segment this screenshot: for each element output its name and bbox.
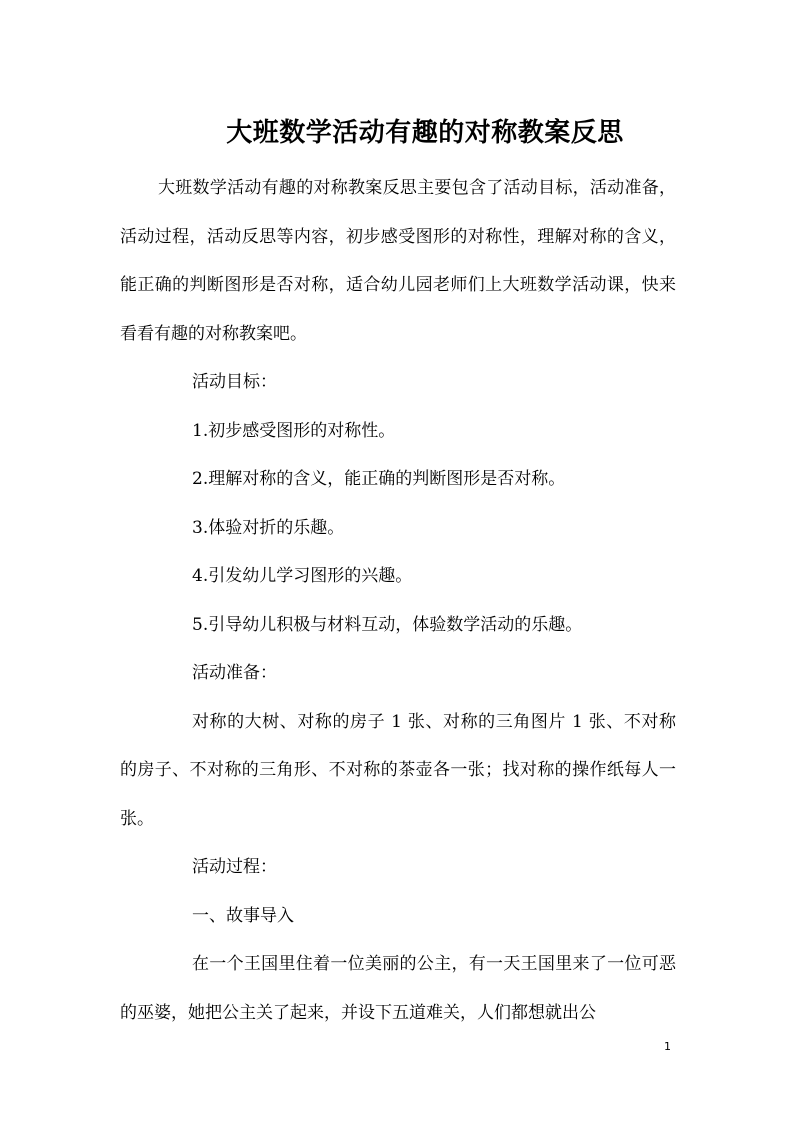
goal-item-2: 2.理解对称的含义，能正确的判断图形是否对称。 — [192, 469, 566, 489]
story-paragraph: 在一个王国里住着一位美丽的公主，有一天王国里来了一位可恶的巫婆，她把公主关了起来，并设下五道难关，人们都想就出公 — [120, 954, 676, 1023]
intro-paragraph: 大班数学活动有趣的对称教案反思主要包含了活动目标，活动准备，活动过程，活动反思等内容，初步感受图形的对称性，理解对称的含义，能正确的判断图形是否对称，适合幼儿园老师们上大班数学活动课，快来看看有趣的对称教案吧。 — [120, 178, 676, 344]
section-heading-preparation: 活动准备： — [192, 663, 277, 683]
document-body — [120, 164, 676, 1037]
goal-item-4: 4.引发幼儿学习图形的兴趣。 — [192, 566, 413, 586]
goal-item-5: 5.引导幼儿积极与材料互动，体验数学活动的乐趣。 — [192, 614, 583, 635]
goal-item-1: 1.初步感受图形的对称性。 — [192, 420, 396, 441]
section-heading-goals: 活动目标： — [192, 372, 277, 392]
process-step-heading: 一、故事导入 — [192, 905, 294, 926]
preparation-paragraph: 对称的大树、对称的房子 1 张、对称的三角图片 1 张、不对称的房子、不对称的三角形、不对称的茶壶各一张；找对称的操作纸每人一张。 — [120, 711, 676, 829]
goal-item-3: 3.体验对折的乐趣。 — [192, 517, 345, 538]
section-heading-process: 活动过程： — [192, 857, 277, 877]
document-title: 大班数学活动有趣的对称教案反思 — [226, 118, 624, 149]
page-number: 1 — [664, 1040, 671, 1053]
